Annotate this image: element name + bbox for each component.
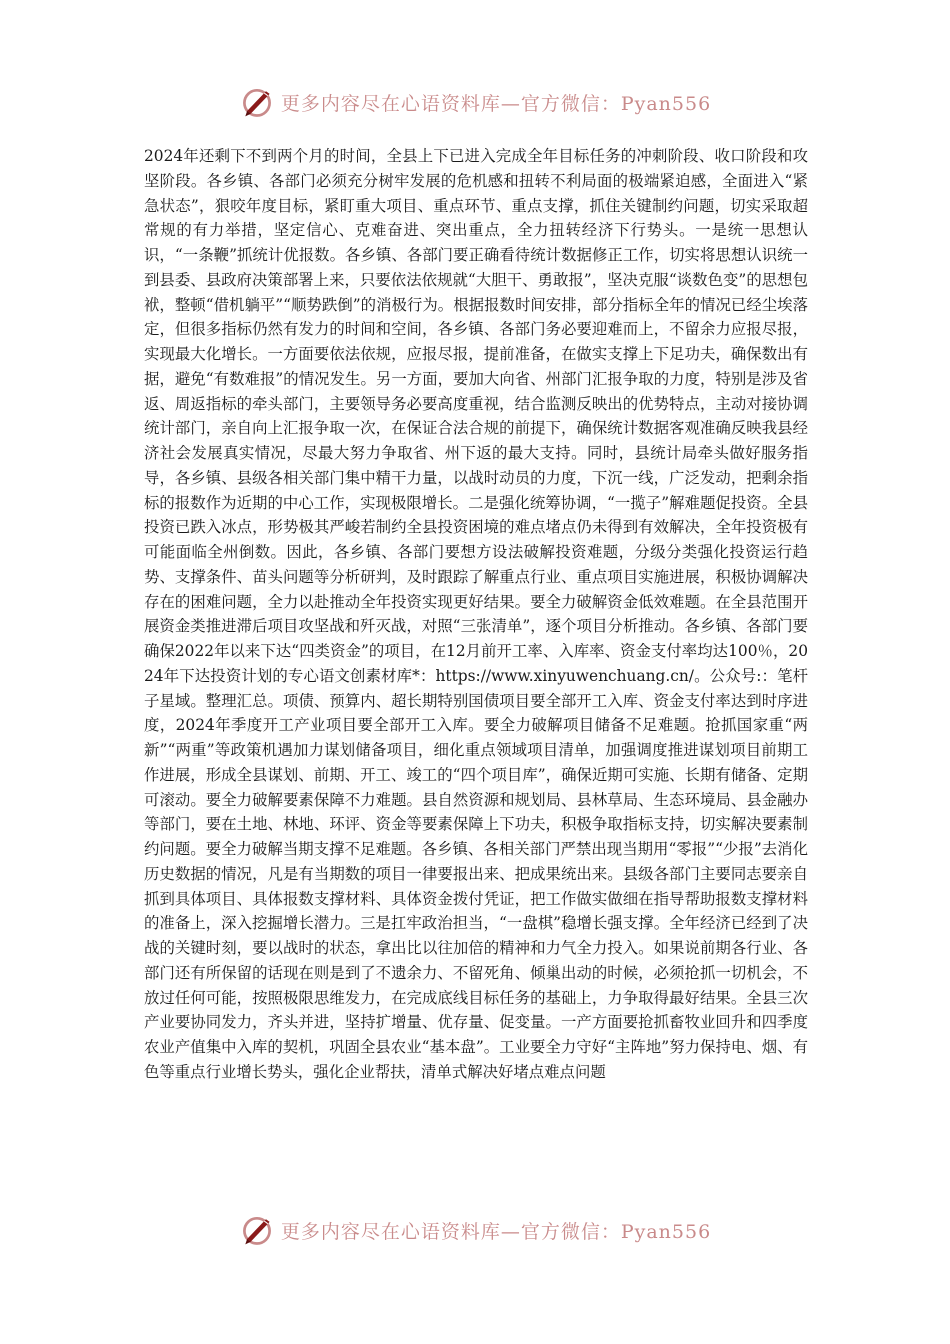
- document-paragraph: 2024年还剩下不到两个月的时间，全县上下已进入完成全年目标任务的冲刺阶段、收口阶段和攻坚阶段。各乡镇、各部门必须充分树牢发展的危机感和扭转不利局面的极端紧迫感，全面进入“紧急状态”，狠咬年度目标，紧盯重大项目、重点环节、重点支撑，抓住关键制约问题，切实采取超常规的有力举措，坚定信心、克难奋进、突出重点，全力扭转经济下行势头。一是统一思想认识，“一条鞭”抓统计优报数。各乡镇、各部门要正确看待统计数据修正工作，切实将思想认识统一到县委、县政府决策部署上来，只要依法依规就“大胆干、勇敢报”，坚决克服“谈数色变”的思想包袱，整顿“借机躺平”“顺势跌倒”的消极行为。根据报数时间安排，部分指标全年的情况已经尘埃落定，但很多指标仍然有发力的时间和空间，各乡镇、各部门务必要迎难而上，不留余力应报尽报，实现最大化增长。一方面要依法依规，应报尽报，提前准备，在做实支撑上下足功夫，确保数出有据，避免“有数难报”的情况发生。另一方面，要加大向省、州部门汇报争取的力度，特别是涉及省返、周返指标的牵头部门，主要领导务必要高度重视，结合监测反映出的优势特点，主动对接协调统计部门，亲自向上汇报争取一次，在保证合法合规的前提下，确保统计数据客观准确反映我县经济社会发展真实情况，尽最大努力争取省、州下返的最大支持。同时，县统计局牵头做好服务指导，各乡镇、县级各相关部门集中精干力量，以战时动员的力度，下沉一线，广泛发动，把剩余指标的报数作为近期的中心工作，实现极限增长。二是强化统筹协调，“一揽子”解难题促投资。全县投资已跌入冰点，形势极其严峻若制约全县投资困境的难点堵点仍未得到有效解决，全年投资极有可能面临全州倒数。因此，各乡镇、各部门要想方设法破解投资难题，分级分类强化投资运行趋势、支撑条件、苗头问题等分析研判，及时跟踪了解重点行业、重点项目实施进展，积极协调解决存在的困难问题，全力以赴推动全年投资实现更好结果。要全力破解资金低效难题。在全县范围开展资金类推进滞后项目攻坚战和歼灭战，对照“三张清单”，逐个项目分析推动。各乡镇、各部门要确保2022年以来下达“四类资金”的项目，在12月前开工率、入库率、资金支付率均达100％，2024年下达投资计划的专心语文创素材库*：https://www.xinyuwenchuang.cn/。公众号:：笔杆子星域。整理汇总。项债、预算内、超长期特别国债项目要全部开工入库、资金支付率达到时序进度，2024年季度开工产业项目要全部开工入库。要全力破解项目储备不足难题。抢抓国家重“两新”“两重”等政策机遇加力谋划储备项目，细化重点领域项目清单，加强调度推进谋划项目前期工作进展，形成全县谋划、前期、开工、竣工的“四个项目库”，确保近期可实施、长期有储备、定期可滚动。要全力破解要素保障不力难题。县自然资源和规划局、县林草局、生态环境局、县金融办等部门，要在土地、林地、环评、资金等要素保障上下功夫，积极争取指标支持，切实解决要素制约问题。要全力破解当期支撑不足难题。各乡镇、各相关部门严禁出现当期用“零报”“少报”去消化历史数据的情况，凡是有当期数的项目一律要报出来、把成果统出来。县级各部门主要同志要亲自抓到具体项目、具体报数支撑材料、具体资金拨付凭证，把工作做实做细在指导帮助报数支撑材料的准备上，深入挖掘增长潜力。三是扛牢政治担当，“一盘棋”稳增长强支撑。全年经济已经到了决战的关键时刻，要以战时的状态，拿出比以往加倍的精神和力气全力投入。如果说前期各行业、各部门还有所保留的话现在则是到了不遗余力、不留死角、倾巢出动的时候，必须抢抓一切机会，不放过任何可能，按照极限思维发力，在完成底线目标任务的基础上，力争取得最好结果。全县三次产业要协同发力，齐头并进，坚持扩增量、优存量、促变量。一产方面要抢抓畜牧业回升和四季度农业产值集中入库的契机，巩固全县农业“基本盘”。工业要全力守好“主阵地”努力保持电、烟、有色等重点行业增长势头，强化企业帮扶，清单式解决好堵点难点问题: [144, 147, 808, 1081]
- pen-circle-logo-icon: [239, 1212, 275, 1248]
- header-banner: [0, 82, 950, 122]
- pen-circle-logo-icon: [239, 84, 275, 120]
- header-banner-text: 更多内容尽在心语资料库—官方微信：Pyan556: [280, 92, 712, 115]
- footer-banner: [0, 1210, 950, 1250]
- footer-banner-text: 更多内容尽在心语资料库—官方微信：Pyan556: [280, 1220, 712, 1243]
